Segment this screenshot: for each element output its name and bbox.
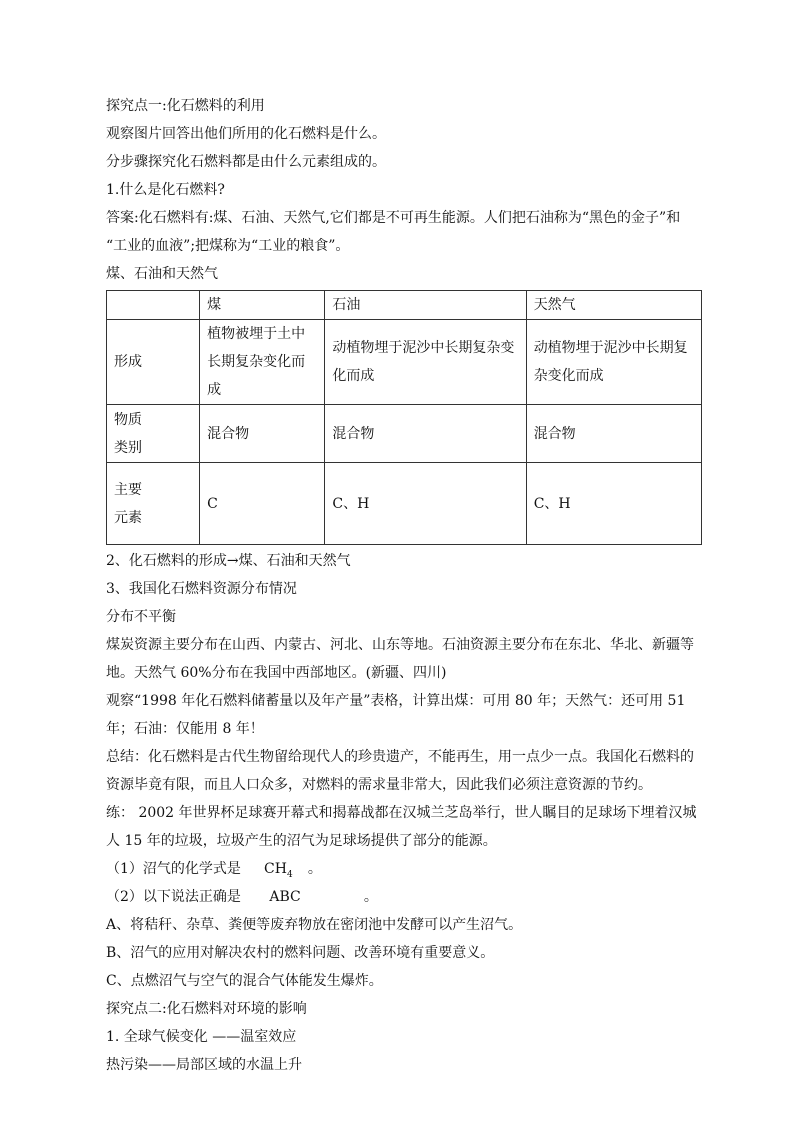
- text-step-inquiry: 分步骤探究化石燃料都是由什么元素组成的。: [106, 154, 386, 170]
- cell-formation-coal: 植物被埋于土中长期复杂变化而成: [200, 320, 325, 405]
- option-a: A、将秸秆、杂草、粪便等废弃物放在密闭池中发酵可以产生沼气。: [106, 917, 523, 933]
- table-header-coal: 煤: [200, 291, 325, 320]
- cell-category-coal: 混合物: [200, 405, 325, 463]
- question-2: [106, 883, 706, 911]
- text-uneven: 分布不平衡: [106, 609, 176, 625]
- question-1-answer-main: CH: [264, 861, 287, 877]
- question-1-suffix: 。: [307, 861, 322, 877]
- text-thermal-pollution: 热污染——局部区域的水温上升: [106, 1057, 302, 1073]
- option-b: B、沼气的应用对解决农村的燃料问题、改善环境有重要意义。: [106, 945, 495, 961]
- table-header-row: [107, 291, 702, 320]
- heading-inquiry-1: 探究点一:化石燃料的利用: [106, 98, 265, 114]
- text-summary-1: 总结：化石燃料是古代生物留给现代人的珍贵遗产，不能再生，用一点少一点。我国化石燃料的: [106, 749, 694, 765]
- cell-formation-gas: 动植物埋于泥沙中长期复杂变化而成: [526, 320, 701, 405]
- question-2-answer: ABC: [269, 889, 301, 905]
- question-1-answer-sub: 4: [286, 869, 293, 880]
- document-page: [106, 92, 706, 1079]
- table-header-empty: [107, 291, 200, 320]
- question-what-is-fossil-fuel: 1.什么是化石燃料?: [106, 182, 225, 198]
- row-label-elements-text: 主要元素: [114, 481, 142, 526]
- text-global-climate: 1. 全球气候变化 ——温室效应: [106, 1029, 297, 1045]
- table-row-formation: [107, 320, 702, 405]
- cell-formation-oil: 动植物埋于泥沙中长期复杂变化而成: [325, 320, 526, 405]
- cell-elements-gas: C、H: [526, 463, 701, 545]
- text-observe-table-2: 年；石油：仅能用 8 年！: [106, 721, 264, 737]
- text-exercise-2: 人 15 年的垃圾，垃圾产生的沼气为足球场提供了部分的能源。: [106, 833, 497, 849]
- table-header-gas: 天然气: [526, 291, 701, 320]
- text-observe-pictures: 观察图片回答出他们所用的化石燃料是什么。: [106, 126, 386, 142]
- question-2-prefix: （2）以下说法正确是: [106, 889, 241, 905]
- cell-category-oil: 混合物: [325, 405, 526, 463]
- text-coal-distribution-2: 地。天然气 60%分布在我国中西部地区。(新疆、四川): [106, 665, 447, 681]
- question-1: [106, 855, 706, 883]
- cell-elements-oil: C、H: [325, 463, 526, 545]
- row-label-category: [107, 405, 200, 463]
- cell-category-gas: 混合物: [526, 405, 701, 463]
- cell-elements-coal: C: [200, 463, 325, 545]
- text-exercise-1: 练： 2002 年世界杯足球赛开幕式和揭幕战都在汉城兰芝岛举行，世人瞩目的足球场下埋着汉城: [106, 805, 697, 821]
- table-row-category: [107, 405, 702, 463]
- text-summary-2: 资源毕竟有限，而且人口众多，对燃料的需求量非常大，因此我们必须注意资源的节约。: [106, 777, 652, 793]
- text-coal-distribution-1: 煤炭资源主要分布在山西、内蒙古、河北、山东等地。石油资源主要分布在东北、华北、新疆等: [106, 637, 694, 653]
- question-2-suffix: 。: [363, 889, 378, 905]
- table-row-elements: [107, 463, 702, 545]
- row-label-formation: 形成: [107, 320, 200, 405]
- table-caption: 煤、石油和天然气: [106, 266, 218, 282]
- heading-inquiry-2: 探究点二:化石燃料对环境的影响: [106, 1001, 307, 1017]
- question-1-prefix: （1）沼气的化学式是: [106, 861, 241, 877]
- table-header-oil: 石油: [325, 291, 526, 320]
- text-formation-arrow: 2、化石燃料的形成→煤、石油和天然气: [106, 553, 351, 569]
- text-observe-table-1: 观察“1998 年化石燃料储蓄量以及年产量”表格，计算出煤：可用 80 年；天然气：还可用 51: [106, 693, 686, 709]
- text-distribution-heading: 3、我国化石燃料资源分布情况: [106, 581, 297, 597]
- fuel-comparison-table: [106, 290, 702, 545]
- option-c: C、点燃沼气与空气的混合气体能发生爆炸。: [106, 973, 383, 989]
- row-label-category-text: 物质类别: [114, 411, 142, 456]
- row-label-elements: [107, 463, 200, 545]
- answer-line-2: “工业的血液”;把煤称为“工业的粮食”。: [106, 238, 350, 254]
- answer-line-1: 答案:化石燃料有:煤、石油、天然气,它们都是不可再生能源。人们把石油称为“黑色的金子”和: [106, 210, 681, 226]
